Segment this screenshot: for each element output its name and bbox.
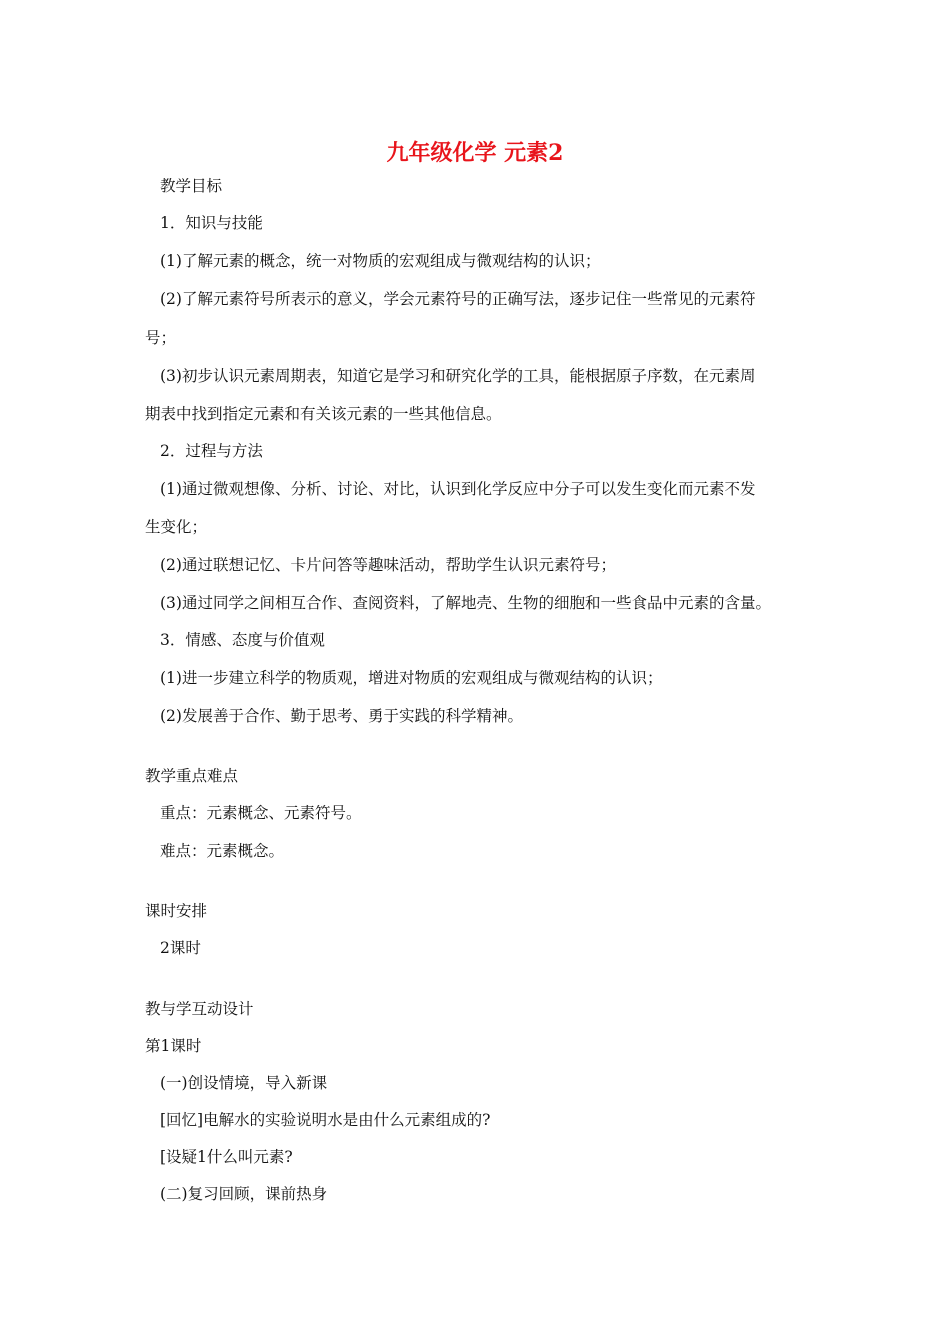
paragraph-line: 期表中找到指定元素和有关该元素的一些其他信息。 bbox=[145, 405, 502, 423]
paragraph-line: (1)通过微观想像、分析、讨论、对比，认识到化学反应中分子可以发生变化而元素不发 bbox=[160, 480, 756, 498]
paragraph-line: [回忆]电解水的实验说明水是由什么元素组成的? bbox=[160, 1111, 491, 1129]
paragraph-line: 生变化； bbox=[145, 518, 208, 536]
lesson-heading: 第1课时 bbox=[145, 1037, 202, 1055]
paragraph-line: (2)发展善于合作、勤于思考、勇于实践的科学精神。 bbox=[160, 707, 523, 725]
paragraph-line: (一)创设情境，导入新课 bbox=[160, 1074, 328, 1092]
subsection-heading: 3．情感、态度与价值观 bbox=[160, 631, 325, 649]
paragraph-line: (3)通过同学之间相互合作、查阅资料，了解地壳、生物的细胞和一些食品中元素的含量。 bbox=[160, 594, 771, 612]
section-heading-key-points: 教学重点难点 bbox=[145, 767, 239, 785]
section-heading-schedule: 课时安排 bbox=[145, 902, 208, 920]
paragraph-line: (1)进一步建立科学的物质观，增进对物质的宏观组成与微观结构的认识； bbox=[160, 669, 663, 687]
paragraph-line: [设疑1什么叫元素? bbox=[160, 1148, 293, 1166]
paragraph-line: 重点：元素概念、元素符号。 bbox=[160, 804, 362, 822]
paragraph-line: (二)复习回顾，课前热身 bbox=[160, 1185, 328, 1203]
section-heading-interaction: 教与学互动设计 bbox=[145, 1000, 254, 1018]
paragraph-line: (1)了解元素的概念，统一对物质的宏观组成与微观结构的认识； bbox=[160, 252, 601, 270]
document-title: 九年级化学 元素2 bbox=[386, 140, 564, 166]
paragraph-line: 难点：元素概念。 bbox=[160, 842, 285, 860]
paragraph-line: (2)通过联想记忆、卡片问答等趣味活动，帮助学生认识元素符号； bbox=[160, 556, 616, 574]
paragraph-line: (3)初步认识元素周期表，知道它是学习和研究化学的工具，能根据原子序数，在元素周 bbox=[160, 367, 756, 385]
paragraph-line: 2课时 bbox=[160, 939, 201, 957]
subsection-heading: 1．知识与技能 bbox=[160, 214, 263, 232]
subsection-heading: 2．过程与方法 bbox=[160, 442, 263, 460]
paragraph-line: 号； bbox=[145, 329, 177, 347]
paragraph-line: (2)了解元素符号所表示的意义，学会元素符号的正确写法，逐步记住一些常见的元素符 bbox=[160, 290, 756, 308]
section-heading-objectives: 教学目标 bbox=[160, 177, 223, 195]
